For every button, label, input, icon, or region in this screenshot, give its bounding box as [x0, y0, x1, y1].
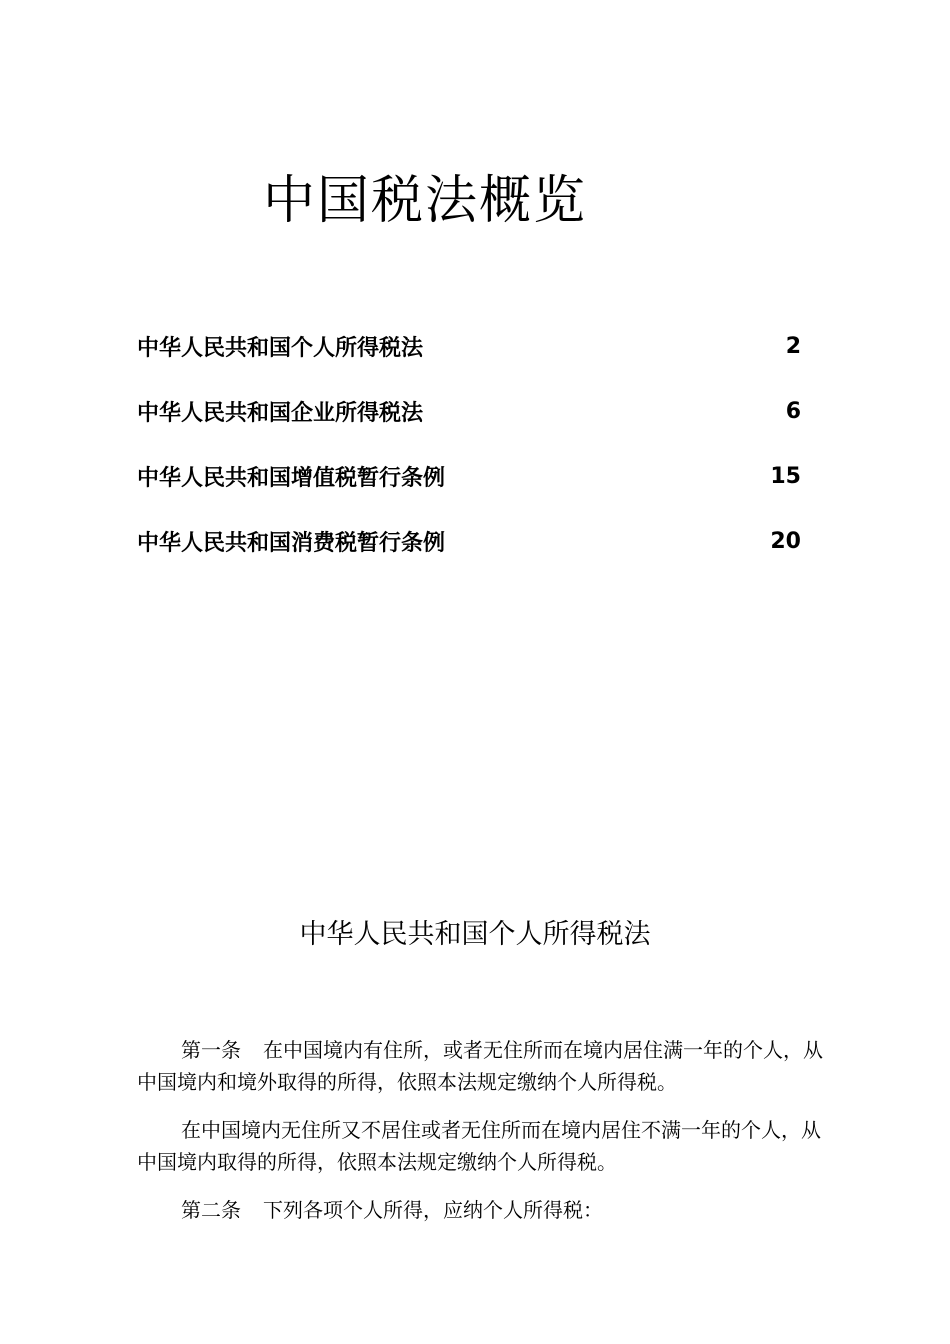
toc-entry-page: 6 — [785, 398, 801, 424]
article-paragraph — [137, 1114, 837, 1178]
toc-entry-page: 20 — [770, 528, 801, 554]
toc-entry[interactable] — [137, 457, 801, 495]
section-body — [137, 1034, 837, 1242]
section-title: 中华人民共和国个人所得税法 — [299, 919, 651, 950]
table-of-contents — [137, 327, 801, 587]
article-paragraph — [137, 1194, 837, 1226]
toc-entry[interactable] — [137, 522, 801, 560]
toc-entry-label: 中华人民共和国增值税暂行条例 — [137, 465, 446, 491]
article-label: 第一条 — [181, 1038, 241, 1062]
document-title: 中国税法概览 — [262, 171, 587, 231]
toc-entry-label: 中华人民共和国企业所得税法 — [137, 400, 424, 426]
toc-entry-page: 2 — [785, 333, 801, 359]
article-label: 第二条 — [181, 1198, 241, 1222]
toc-entry[interactable] — [137, 392, 801, 430]
article-text: 下列各项个人所得，应纳个人所得税： — [263, 1198, 603, 1222]
article-text: 在中国境内无住所又不居住或者无住所而在境内居住不满一年的个人，从中国境内取得的所得，依照本法规定缴纳个人所得税。 — [137, 1118, 821, 1174]
toc-entry-label: 中华人民共和国消费税暂行条例 — [137, 530, 446, 556]
article-text: 在中国境内有住所，或者无住所而在境内居住满一年的个人，从中国境内和境外取得的所得，依照本法规定缴纳个人所得税。 — [137, 1038, 823, 1094]
article-paragraph — [137, 1034, 837, 1098]
toc-entry-label: 中华人民共和国个人所得税法 — [137, 335, 424, 361]
toc-entry-page: 15 — [770, 463, 801, 489]
toc-entry[interactable] — [137, 327, 801, 365]
